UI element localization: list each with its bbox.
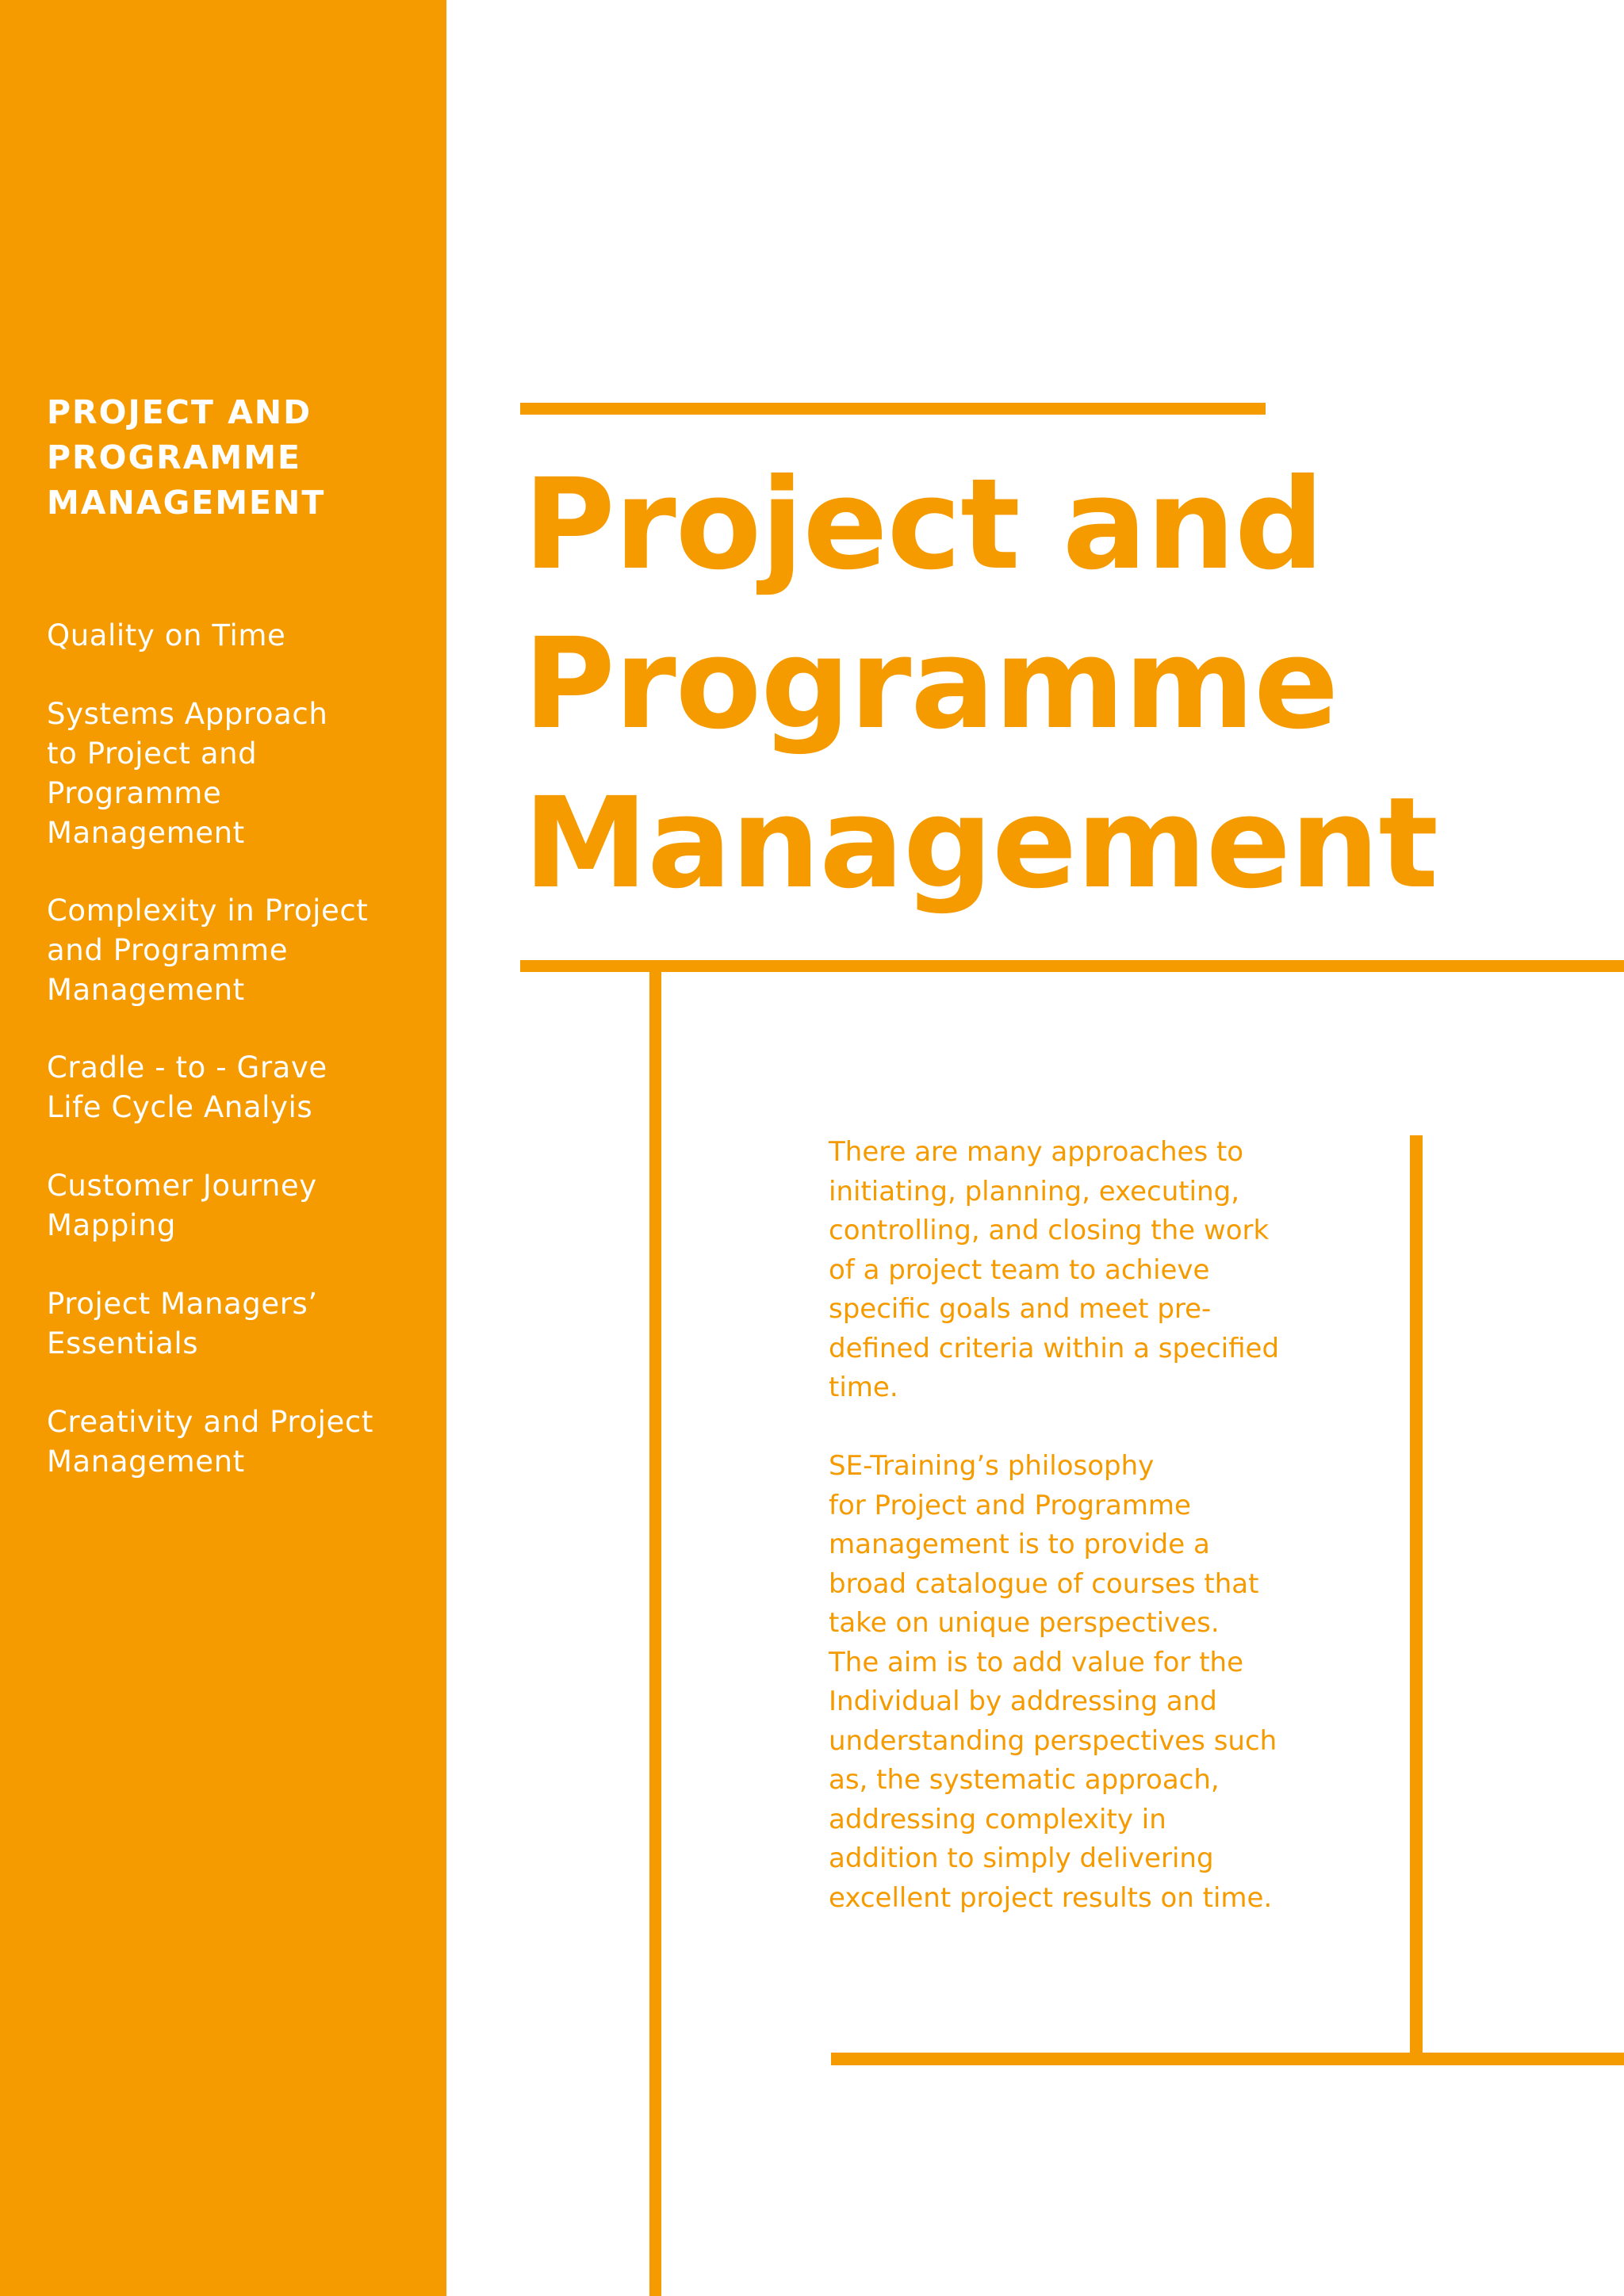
- paragraph-line: specific goals and meet pre-: [829, 1293, 1212, 1325]
- paragraph-line: broad catalogue of courses that: [829, 1567, 1259, 1600]
- right-vertical-rule: [1410, 1135, 1423, 2060]
- intro-paragraph: [829, 1133, 1320, 1408]
- left-vertical-rule: [649, 966, 661, 2296]
- paragraph-line: understanding perspectives such: [829, 1724, 1277, 1757]
- course-item-line: and Programme: [47, 933, 289, 967]
- text-bottom-rule: [831, 2053, 1624, 2065]
- philosophy-paragraph: [829, 1447, 1320, 1918]
- course-item-line: to Project and: [47, 737, 258, 771]
- course-item-line: Management: [47, 1445, 245, 1479]
- paragraph-line: time.: [829, 1372, 898, 1403]
- course-item-line: Mapping: [47, 1208, 176, 1242]
- course-item-line: Programme: [47, 776, 222, 810]
- paragraph-line: The aim is to add value for the: [829, 1646, 1243, 1678]
- course-item-line: Project Managers’: [47, 1287, 318, 1321]
- paragraph-line: SE-Training’s philosophy: [829, 1450, 1155, 1482]
- course-item-cradle-to-grave[interactable]: [47, 1048, 327, 1127]
- paragraph-line: addition to simply delivering: [829, 1843, 1214, 1874]
- course-item-line: Life Cycle Analyis: [47, 1090, 313, 1124]
- page-title-line: Programme: [523, 611, 1339, 757]
- paragraph-line: take on unique perspectives.: [829, 1607, 1220, 1639]
- sidebar-heading-line: MANAGEMENT: [47, 484, 326, 522]
- paragraph-line: defined criteria within a specified: [829, 1332, 1280, 1364]
- course-item-line: Quality on Time: [47, 618, 286, 652]
- course-item-line: Essentials: [47, 1326, 199, 1360]
- course-item-line: Management: [47, 973, 245, 1007]
- course-item-customer-journey[interactable]: [47, 1166, 317, 1246]
- paragraph-line: excellent project results on time.: [829, 1881, 1273, 1914]
- body-text: [829, 1133, 1320, 1918]
- sidebar-heading: [47, 390, 419, 526]
- page-title: [523, 446, 1438, 924]
- course-item-line: Customer Journey: [47, 1169, 317, 1203]
- title-top-rule: [520, 403, 1266, 415]
- sidebar-heading-line: PROGRAMME: [47, 438, 302, 476]
- course-item-line: Creativity and Project: [47, 1405, 373, 1439]
- course-item-quality-on-time[interactable]: [47, 616, 285, 656]
- course-item-line: Systems Approach: [47, 697, 328, 731]
- course-item-systems-approach[interactable]: [47, 695, 327, 853]
- page-title-line: Management: [523, 771, 1438, 916]
- paragraph-line: controlling, and closing the work: [829, 1215, 1270, 1246]
- sidebar: [0, 0, 446, 2296]
- paragraph-line: addressing complexity in: [829, 1803, 1166, 1835]
- course-item-complexity[interactable]: [47, 891, 368, 1010]
- title-bottom-rule: [520, 960, 1624, 972]
- course-item-line: Complexity in Project: [47, 894, 369, 928]
- course-item-line: Cradle - to - Grave: [47, 1050, 327, 1085]
- paragraph-line: management is to provide a: [829, 1529, 1210, 1560]
- paragraph-line: There are many approaches to: [829, 1136, 1244, 1168]
- paragraph-line: of a project team to achieve: [829, 1253, 1210, 1286]
- course-item-creativity[interactable]: [47, 1402, 373, 1482]
- course-item-project-managers-essentials[interactable]: [47, 1284, 318, 1364]
- course-item-line: Management: [47, 816, 245, 850]
- paragraph-line: initiating, planning, executing,: [829, 1175, 1240, 1207]
- paragraph-line: as, the systematic approach,: [829, 1764, 1220, 1796]
- sidebar-heading-line: PROJECT AND: [47, 393, 312, 431]
- paragraph-line: for Project and Programme: [829, 1489, 1191, 1521]
- paragraph-line: Individual by addressing and: [829, 1686, 1217, 1717]
- page-title-line: Project and: [523, 452, 1323, 598]
